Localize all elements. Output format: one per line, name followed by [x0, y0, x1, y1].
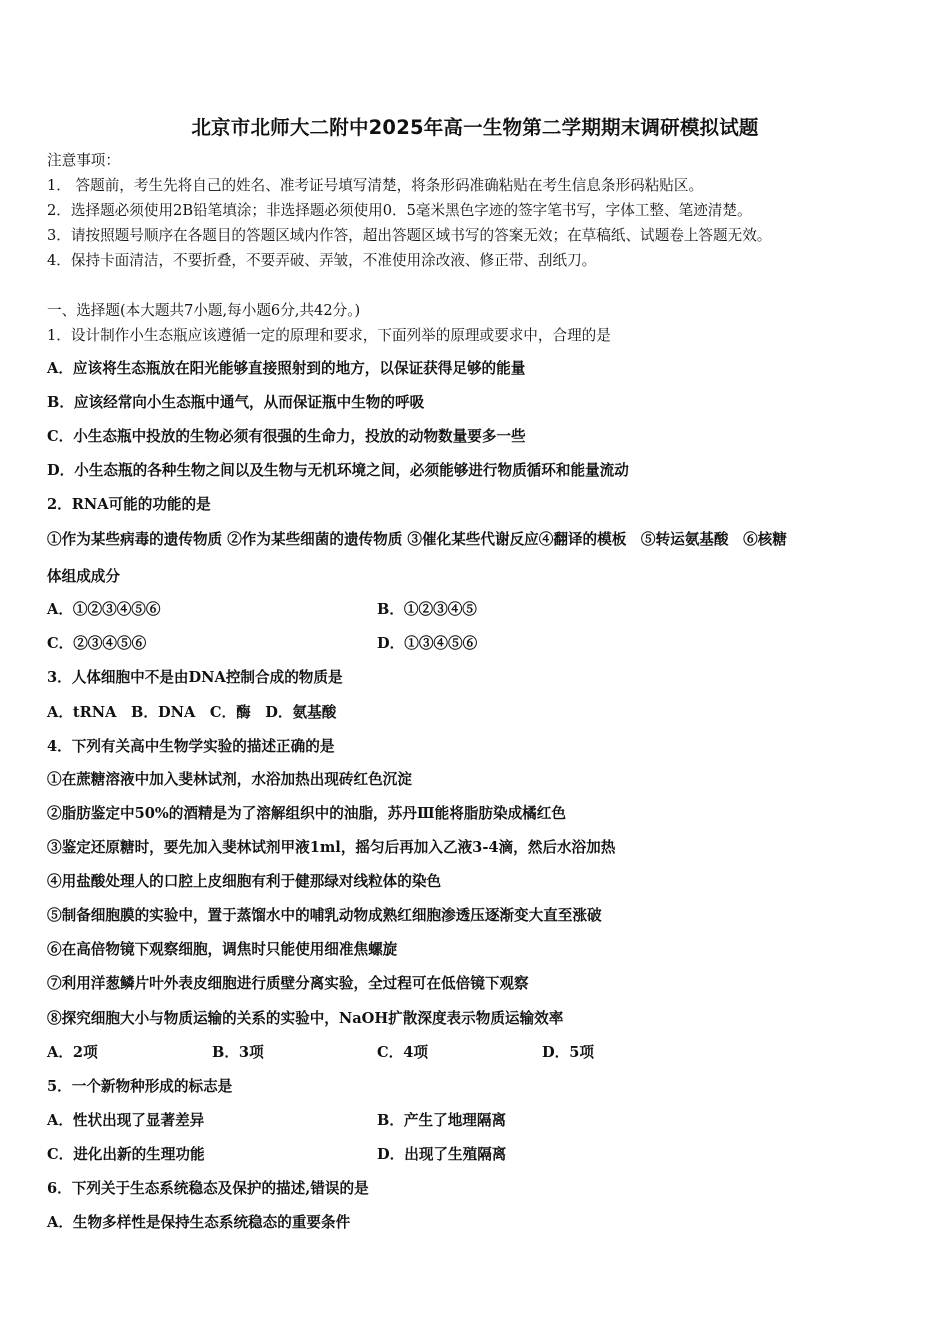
q1-option-c: C．小生态瓶中投放的生物必须有很强的生命力，投放的动物数量要多一些: [47, 428, 526, 445]
q1-option-a: A．应该将生态瓶放在阳光能够直接照射到的地方，以保证获得足够的能量: [47, 360, 526, 377]
q2-statement-line: 体组成成分: [47, 568, 120, 585]
q4-option-b: B．3项: [212, 1044, 264, 1061]
notice-item: 3．请按照题号顺序在各题目的答题区域内作答，超出答题区域书写的答案无效；在草稿纸、试题卷上答题无效。: [47, 227, 772, 244]
q4-item: ⑥在高倍物镜下观察细胞，调焦时只能使用细准焦螺旋: [47, 941, 398, 958]
q4-item: ⑤制备细胞膜的实验中，置于蒸馏水中的哺乳动物成熟红细胞渗透压逐渐变大直至涨破: [47, 907, 602, 924]
q5-option-a: A．性状出现了显著差异: [47, 1112, 205, 1129]
q2-statement-line: ①作为某些病毒的遗传物质 ②作为某些细菌的遗传物质 ③催化某些代谢反应④翻译的模板 ⑤转运氨基酸 ⑥核糖: [47, 531, 787, 548]
q2-option-d: D．①③④⑤⑥: [377, 635, 478, 652]
q3-stem: 3．人体细胞中不是由DNA控制合成的物质是: [47, 669, 343, 686]
q6-option-a: A．生物多样性是保持生态系统稳态的重要条件: [47, 1214, 351, 1231]
exam-title: 北京市北师大二附中2025年高一生物第二学期期末调研模拟试题: [191, 116, 759, 139]
q3-options: A．tRNA B．DNA C．酶 D．氨基酸: [47, 704, 337, 721]
q6-stem: 6．下列关于生态系统稳态及保护的描述,错误的是: [47, 1180, 369, 1197]
q4-stem: 4．下列有关高中生物学实验的描述正确的是: [47, 738, 335, 755]
q4-option-a: A．2项: [47, 1044, 98, 1061]
q4-item: ④用盐酸处理人的口腔上皮细胞有利于健那绿对线粒体的染色: [47, 873, 442, 890]
q5-option-b: B．产生了地理隔离: [377, 1112, 507, 1129]
q4-item: ②脂肪鉴定中50%的酒精是为了溶解组织中的油脂，苏丹Ⅲ能将脂肪染成橘红色: [47, 805, 566, 822]
notice-item: 1． 答题前，考生先将自己的姓名、准考证号填写清楚，将条形码准确粘贴在考生信息条形码粘贴区。: [47, 177, 704, 194]
section-heading: 一、选择题(本大题共7小题,每小题6分,共42分。): [47, 302, 361, 319]
q1-option-d: D．小生态瓶的各种生物之间以及生物与无机环境之间，必须能够进行物质循环和能量流动: [47, 462, 629, 479]
q4-option-d: D．5项: [542, 1044, 594, 1061]
q5-stem: 5．一个新物种形成的标志是: [47, 1078, 233, 1095]
q4-item: ①在蔗糖溶液中加入斐林试剂，水浴加热出现砖红色沉淀: [47, 771, 412, 788]
q5-option-c: C．进化出新的生理功能: [47, 1146, 205, 1163]
notice-heading: 注意事项：: [47, 152, 120, 169]
q1-stem: 1．设计制作小生态瓶应该遵循一定的原理和要求，下面列举的原理或要求中，合理的是: [47, 327, 611, 344]
q2-stem: 2．RNA可能的功能的是: [47, 496, 211, 513]
notice-item: 4．保持卡面清洁，不要折叠，不要弄破、弄皱，不准使用涂改液、修正带、刮纸刀。: [47, 252, 597, 269]
q5-option-d: D．出现了生殖隔离: [377, 1146, 507, 1163]
q4-item: ⑧探究细胞大小与物质运输的关系的实验中，NaOH扩散深度表示物质运输效率: [47, 1010, 564, 1027]
q4-option-c: C．4项: [377, 1044, 428, 1061]
q4-item: ③鉴定还原糖时，要先加入斐林试剂甲液1ml，摇匀后再加入乙液3-4滴，然后水浴加热: [47, 839, 616, 856]
q1-option-b: B．应该经常向小生态瓶中通气，从而保证瓶中生物的呼吸: [47, 394, 425, 411]
q4-item: ⑦利用洋葱鳞片叶外表皮细胞进行质壁分离实验，全过程可在低倍镜下观察: [47, 975, 529, 992]
q2-option-a: A．①②③④⑤⑥: [47, 601, 161, 618]
notice-item: 2．选择题必须使用2B铅笔填涂；非选择题必须使用0．5毫米黑色字迹的签字笔书写，字体工整、笔迹清楚。: [47, 202, 752, 219]
q2-option-b: B．①②③④⑤: [377, 601, 477, 618]
q2-option-c: C．②③④⑤⑥: [47, 635, 147, 652]
